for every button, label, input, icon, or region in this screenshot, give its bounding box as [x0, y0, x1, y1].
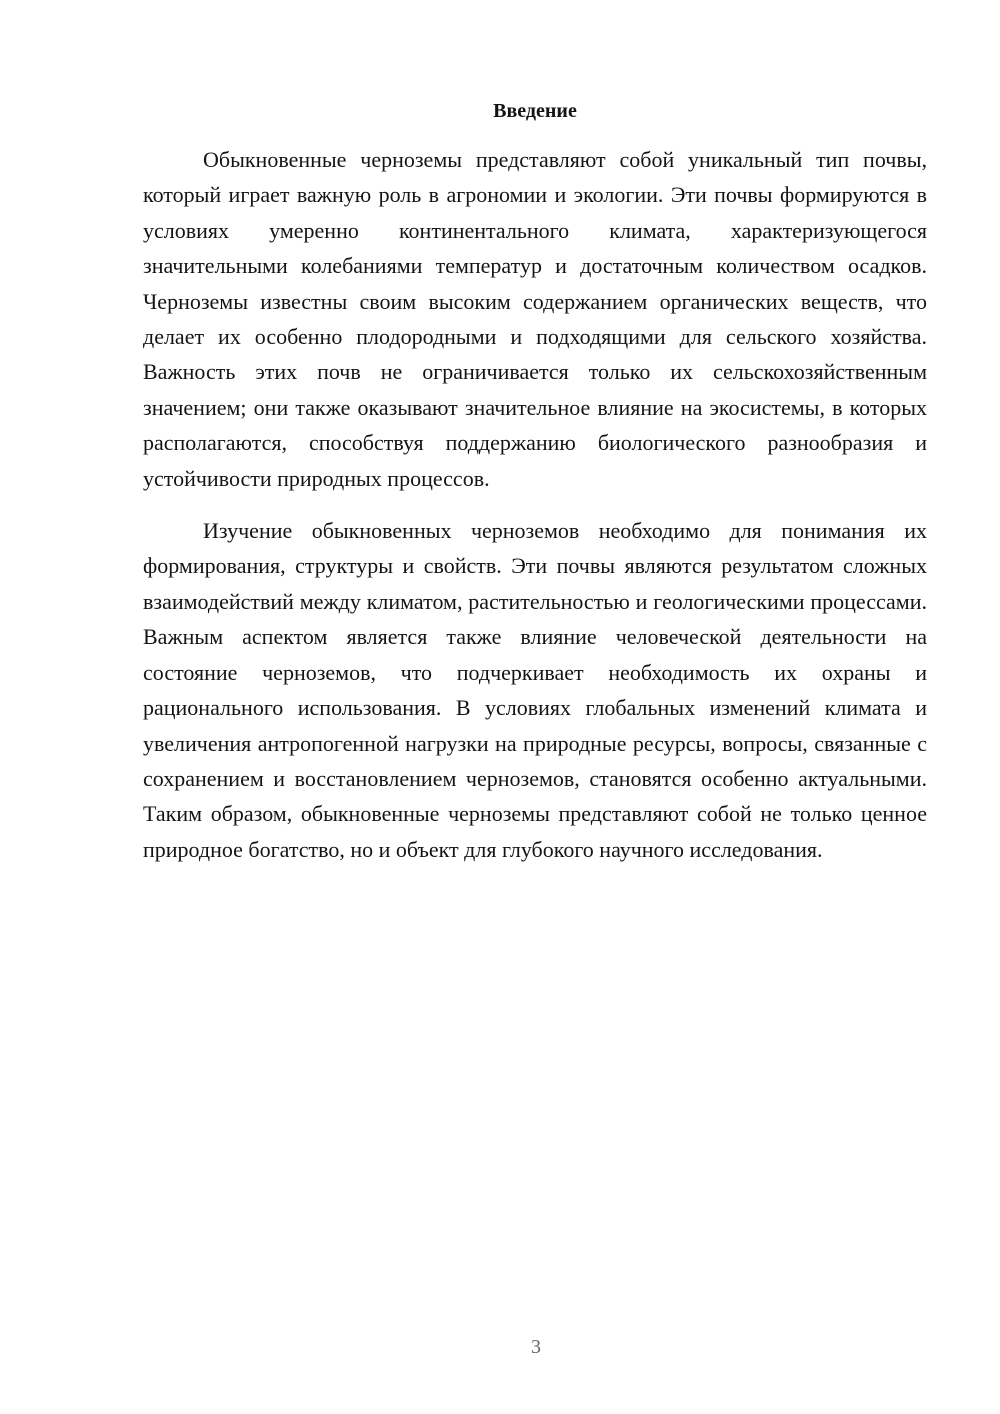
- paragraph-2: Изучение обыкновенных черноземов необходимо для понимания их формирования, структуры и свойств. Эти почвы являются результатом сложных взаимодействий между климатом, растительностью и геологическими процессами. Важным аспектом является также влияние человеческой деятельности на состояние черноземов, что подчеркивает необходимость их охраны и рационального использования. В условиях глобальных изменений климата и увеличения антропогенной нагрузки на природные ресурсы, вопросы, связанные с сохранением и восстановлением черноземов, становятся особенно актуальными. Таким образом, обыкновенные черноземы представляют собой не только ценное природное богатство, но и объект для глубокого научного исследования.: [143, 518, 927, 862]
- paragraph-1: Обыкновенные черноземы представляют собой уникальный тип почвы, который играет важную роль в агрономии и экологии. Эти почвы формируются в условиях умеренно континентального климата, характеризующегося значительными колебаниями температур и достаточным количеством осадков. Черноземы известны своим высоким содержанием органических веществ, что делает их особенно плодородными и подходящими для сельского хозяйства. Важность этих почв не ограничивается только их сельскохозяйственным значением; они также оказывают значительное влияние на экосистемы, в которых располагаются, способствуя поддержанию биологического разнообразия и устойчивости природных процессов.: [143, 147, 927, 491]
- page-number: 3: [531, 1336, 541, 1358]
- section-heading: Введение: [493, 100, 577, 122]
- body-text: [143, 142, 927, 867]
